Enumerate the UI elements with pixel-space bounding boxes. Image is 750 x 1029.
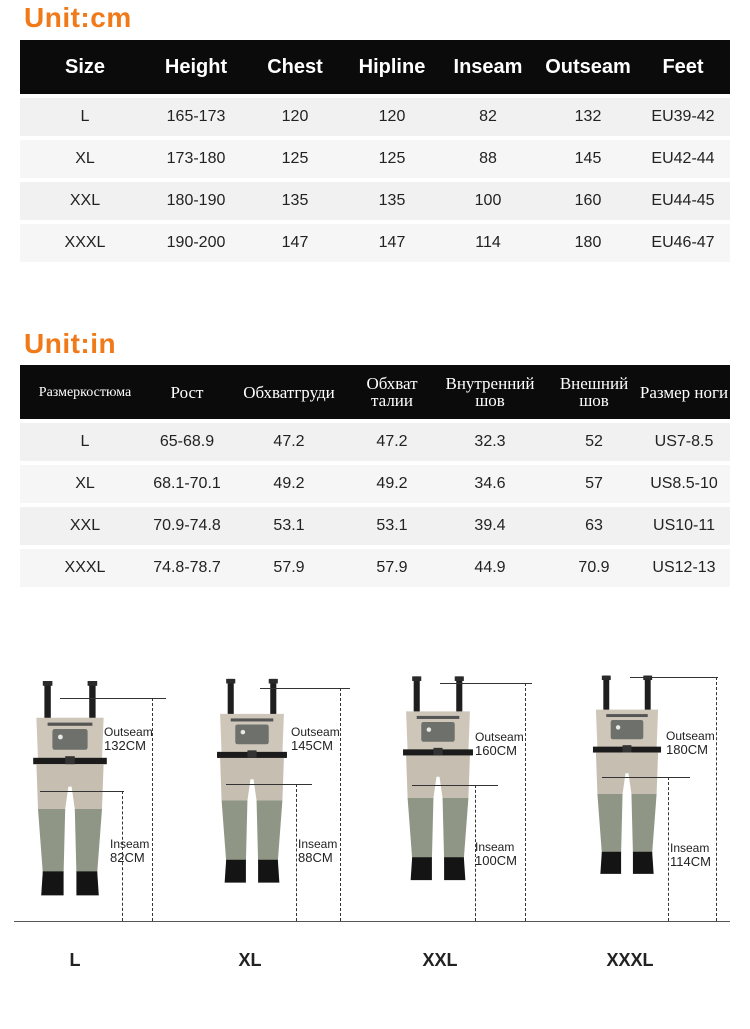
table-cell: 53.1 bbox=[224, 503, 354, 545]
table-row bbox=[20, 461, 730, 503]
table-cell: 44.9 bbox=[430, 545, 550, 587]
table-cell: 120 bbox=[242, 94, 348, 136]
outseam-dimension-line bbox=[716, 677, 717, 921]
table-row bbox=[20, 220, 730, 262]
table-cell: 47.2 bbox=[224, 419, 354, 461]
col-header: Обхват талии bbox=[354, 365, 430, 419]
outseam-top-line bbox=[260, 688, 350, 689]
table-cell: XL bbox=[20, 461, 150, 503]
col-header: Hipline bbox=[348, 40, 436, 94]
table-cell: 65-68.9 bbox=[150, 419, 224, 461]
col-header: Size bbox=[20, 40, 150, 94]
table-cell: EU42-44 bbox=[636, 136, 730, 178]
table-cell: XXL bbox=[20, 503, 150, 545]
size-table-cm bbox=[20, 40, 730, 262]
inseam-dimension-line bbox=[668, 777, 669, 921]
col-header: Внутренний шов bbox=[430, 365, 550, 419]
table-header-row bbox=[20, 365, 730, 419]
table-cell: 68.1-70.1 bbox=[150, 461, 224, 503]
outseam-top-line bbox=[440, 683, 532, 684]
inseam-top-line bbox=[412, 785, 498, 786]
table-row bbox=[20, 94, 730, 136]
table-cell: 57.9 bbox=[224, 545, 354, 587]
col-header: Chest bbox=[242, 40, 348, 94]
table-cell: 135 bbox=[242, 178, 348, 220]
col-header: Feet bbox=[636, 40, 730, 94]
table-cell: 82 bbox=[436, 94, 540, 136]
table-cell: 70.9-74.8 bbox=[150, 503, 224, 545]
table-cell: 57 bbox=[550, 461, 638, 503]
table-row bbox=[20, 178, 730, 220]
table-cell: 173-180 bbox=[150, 136, 242, 178]
table-row bbox=[20, 545, 730, 587]
outseam-label: Outseam 145CM bbox=[291, 725, 340, 753]
table-cell: 49.2 bbox=[224, 461, 354, 503]
inseam-label: Inseam 114CM bbox=[670, 841, 711, 869]
wader-l-image bbox=[30, 655, 110, 923]
table-row bbox=[20, 136, 730, 178]
table-cell: 32.3 bbox=[430, 419, 550, 461]
table-cell: XL bbox=[20, 136, 150, 178]
table-cell: L bbox=[20, 419, 150, 461]
table-cell: XXXL bbox=[20, 220, 150, 262]
table-cell: EU46-47 bbox=[636, 220, 730, 262]
inseam-label: Inseam 88CM bbox=[298, 837, 338, 865]
table-cell: 57.9 bbox=[354, 545, 430, 587]
wader-xxl-image bbox=[400, 635, 476, 923]
size-label-xxl: XXL bbox=[422, 950, 458, 970]
unit-cm-title: Unit:cm bbox=[24, 2, 132, 33]
outseam-label: Outseam 180CM bbox=[666, 729, 715, 757]
col-header: Рост bbox=[150, 365, 224, 419]
table-cell: 135 bbox=[348, 178, 436, 220]
col-header: Inseam bbox=[436, 40, 540, 94]
table-cell: 70.9 bbox=[550, 545, 638, 587]
table-cell: 39.4 bbox=[430, 503, 550, 545]
col-header: Размеркостюма bbox=[20, 365, 150, 419]
table-cell: US8.5-10 bbox=[638, 461, 730, 503]
table-cell: 120 bbox=[348, 94, 436, 136]
table-cell: 180-190 bbox=[150, 178, 242, 220]
table-cell: 132 bbox=[540, 94, 636, 136]
table-cell: 125 bbox=[242, 136, 348, 178]
table-cell: L bbox=[20, 94, 150, 136]
outseam-label: Outseam 132CM bbox=[104, 725, 153, 753]
floor-baseline bbox=[14, 921, 730, 922]
size-label-xl: XL bbox=[238, 950, 262, 970]
table-cell: 190-200 bbox=[150, 220, 242, 262]
outseam-label: Outseam 160CM bbox=[475, 730, 524, 758]
outseam-dimension-line bbox=[340, 688, 341, 921]
table-cell: EU39-42 bbox=[636, 94, 730, 136]
wader-xl-image bbox=[214, 640, 290, 923]
table-cell: 49.2 bbox=[354, 461, 430, 503]
table-cell: 180 bbox=[540, 220, 636, 262]
inseam-label: Inseam 100CM bbox=[475, 840, 517, 868]
table-cell: 147 bbox=[242, 220, 348, 262]
table-header-row bbox=[20, 40, 730, 94]
size-table-in bbox=[20, 365, 730, 587]
col-header: Height bbox=[150, 40, 242, 94]
table-cell: 74.8-78.7 bbox=[150, 545, 224, 587]
col-header: Внешний шов bbox=[550, 365, 638, 419]
table-cell: US10-11 bbox=[638, 503, 730, 545]
table-cell: 114 bbox=[436, 220, 540, 262]
table-cell: 88 bbox=[436, 136, 540, 178]
col-header: Outseam bbox=[540, 40, 636, 94]
table-cell: XXL bbox=[20, 178, 150, 220]
outseam-top-line bbox=[60, 698, 166, 699]
col-header: Размер ноги bbox=[638, 365, 730, 419]
wader-xxxl-image bbox=[590, 628, 664, 923]
inseam-top-line bbox=[40, 791, 124, 792]
table-cell: 53.1 bbox=[354, 503, 430, 545]
table-cell: US12-13 bbox=[638, 545, 730, 587]
table-cell: 34.6 bbox=[430, 461, 550, 503]
table-cell: EU44-45 bbox=[636, 178, 730, 220]
table-cell: 145 bbox=[540, 136, 636, 178]
table-cell: 147 bbox=[348, 220, 436, 262]
table-cell: XXXL bbox=[20, 545, 150, 587]
table-cell: US7-8.5 bbox=[638, 419, 730, 461]
table-cell: 160 bbox=[540, 178, 636, 220]
table-cell: 125 bbox=[348, 136, 436, 178]
table-cell: 63 bbox=[550, 503, 638, 545]
inseam-label: Inseam 82CM bbox=[110, 837, 150, 865]
col-header: Обхватгруди bbox=[224, 365, 354, 419]
table-row bbox=[20, 503, 730, 545]
table-cell: 100 bbox=[436, 178, 540, 220]
size-label-l: L bbox=[69, 950, 81, 970]
table-cell: 165-173 bbox=[150, 94, 242, 136]
table-row bbox=[20, 419, 730, 461]
table-cell: 47.2 bbox=[354, 419, 430, 461]
size-label-xxxl: XXXL bbox=[606, 950, 654, 970]
inseam-top-line bbox=[602, 777, 690, 778]
inseam-dimension-line bbox=[296, 784, 297, 921]
outseam-dimension-line bbox=[525, 683, 526, 921]
inseam-top-line bbox=[226, 784, 312, 785]
table-cell: 52 bbox=[550, 419, 638, 461]
unit-in-title: Unit:in bbox=[24, 328, 117, 359]
outseam-top-line bbox=[630, 677, 718, 678]
